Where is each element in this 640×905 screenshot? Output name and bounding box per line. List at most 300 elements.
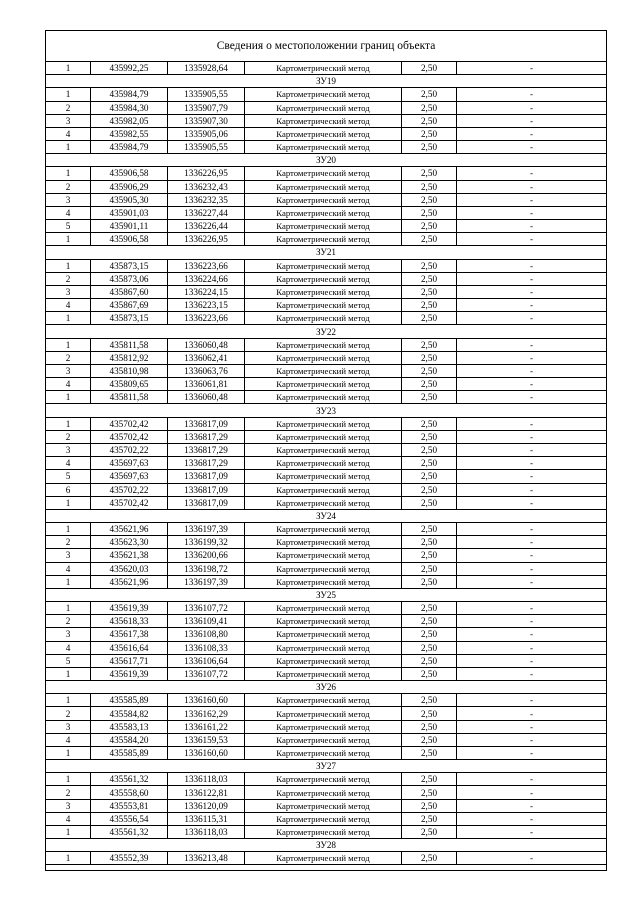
method-cell: Картометрический метод <box>245 443 402 456</box>
y-coordinate-cell: 1336223,15 <box>168 299 245 312</box>
y-coordinate-cell: 1336118,03 <box>168 773 245 786</box>
point-number-cell: 3 <box>46 720 91 733</box>
table-row <box>46 364 606 377</box>
x-coordinate-cell: 435584,82 <box>91 707 168 720</box>
description-cell: - <box>457 351 607 364</box>
y-coordinate-cell: 1336106,64 <box>168 654 245 667</box>
table-row <box>46 338 606 351</box>
x-coordinate-cell: 435697,63 <box>91 470 168 483</box>
description-cell: - <box>457 88 607 101</box>
table-row <box>46 233 606 246</box>
method-cell: Картометрический метод <box>245 272 402 285</box>
section-label: ЗУ26 <box>46 681 606 694</box>
method-cell: Картометрический метод <box>245 430 402 443</box>
y-coordinate-cell: 1336198,72 <box>168 562 245 575</box>
x-coordinate-cell: 435617,38 <box>91 628 168 641</box>
precision-cell: 2,50 <box>402 272 457 285</box>
y-coordinate-cell: 1336224,15 <box>168 285 245 298</box>
description-cell: - <box>457 470 607 483</box>
point-number-cell: 1 <box>46 259 91 272</box>
precision-cell: 2,50 <box>402 338 457 351</box>
precision-cell: 2,50 <box>402 549 457 562</box>
description-cell: - <box>457 272 607 285</box>
y-coordinate-cell: 1336115,31 <box>168 812 245 825</box>
point-number-cell: 1 <box>46 141 91 154</box>
point-number-cell: 3 <box>46 193 91 206</box>
x-coordinate-cell: 435702,22 <box>91 483 168 496</box>
method-cell: Картометрический метод <box>245 338 402 351</box>
description-cell: - <box>457 496 607 509</box>
point-number-cell: 1 <box>46 391 91 404</box>
x-coordinate-cell: 435901,03 <box>91 206 168 219</box>
table-row <box>46 628 606 641</box>
y-coordinate-cell: 1336817,29 <box>168 457 245 470</box>
x-coordinate-cell: 435561,32 <box>91 773 168 786</box>
point-number-cell: 5 <box>46 654 91 667</box>
method-cell: Картометрический метод <box>245 628 402 641</box>
point-number-cell: 1 <box>46 523 91 536</box>
table-row <box>46 707 606 720</box>
x-coordinate-cell: 435553,81 <box>91 799 168 812</box>
table-row <box>46 667 606 680</box>
x-coordinate-cell: 435702,42 <box>91 496 168 509</box>
point-number-cell: 4 <box>46 127 91 140</box>
precision-cell: 2,50 <box>402 193 457 206</box>
precision-cell: 2,50 <box>402 799 457 812</box>
y-coordinate-cell: 1336108,80 <box>168 628 245 641</box>
description-cell: - <box>457 312 607 325</box>
precision-cell: 2,50 <box>402 180 457 193</box>
boundary-coordinates-table <box>46 62 606 865</box>
y-coordinate-cell: 1336817,29 <box>168 430 245 443</box>
method-cell: Картометрический метод <box>245 167 402 180</box>
table-row <box>46 351 606 364</box>
table-row <box>46 272 606 285</box>
table-row <box>46 786 606 799</box>
method-cell: Картометрический метод <box>245 470 402 483</box>
method-cell: Картометрический метод <box>245 101 402 114</box>
x-coordinate-cell: 435982,55 <box>91 127 168 140</box>
section-row <box>46 404 606 417</box>
description-cell: - <box>457 299 607 312</box>
precision-cell: 2,50 <box>402 206 457 219</box>
x-coordinate-cell: 435905,30 <box>91 193 168 206</box>
precision-cell: 2,50 <box>402 602 457 615</box>
table-row <box>46 206 606 219</box>
y-coordinate-cell: 1336120,09 <box>168 799 245 812</box>
point-number-cell: 1 <box>46 233 91 246</box>
description-cell: - <box>457 812 607 825</box>
description-cell: - <box>457 628 607 641</box>
precision-cell: 2,50 <box>402 457 457 470</box>
x-coordinate-cell: 435621,38 <box>91 549 168 562</box>
description-cell: - <box>457 536 607 549</box>
point-number-cell: 1 <box>46 825 91 838</box>
section-label: ЗУ20 <box>46 154 606 167</box>
precision-cell: 2,50 <box>402 127 457 140</box>
y-coordinate-cell: 1336817,09 <box>168 483 245 496</box>
table-row <box>46 141 606 154</box>
description-cell: - <box>457 206 607 219</box>
precision-cell: 2,50 <box>402 694 457 707</box>
description-cell: - <box>457 62 607 75</box>
y-coordinate-cell: 1336223,66 <box>168 312 245 325</box>
y-coordinate-cell: 1335905,06 <box>168 127 245 140</box>
y-coordinate-cell: 1336817,29 <box>168 443 245 456</box>
method-cell: Картометрический метод <box>245 825 402 838</box>
y-coordinate-cell: 1336226,95 <box>168 233 245 246</box>
table-row <box>46 391 606 404</box>
precision-cell: 2,50 <box>402 285 457 298</box>
section-label: ЗУ22 <box>46 325 606 338</box>
x-coordinate-cell: 435982,05 <box>91 114 168 127</box>
point-number-cell: 1 <box>46 417 91 430</box>
method-cell: Картометрический метод <box>245 799 402 812</box>
x-coordinate-cell: 435621,96 <box>91 523 168 536</box>
x-coordinate-cell: 435619,39 <box>91 667 168 680</box>
point-number-cell: 2 <box>46 536 91 549</box>
table-row <box>46 430 606 443</box>
y-coordinate-cell: 1336063,76 <box>168 364 245 377</box>
precision-cell: 2,50 <box>402 812 457 825</box>
method-cell: Картометрический метод <box>245 180 402 193</box>
y-coordinate-cell: 1336817,09 <box>168 417 245 430</box>
table-row <box>46 88 606 101</box>
y-coordinate-cell: 1336197,39 <box>168 523 245 536</box>
y-coordinate-cell: 1336108,33 <box>168 641 245 654</box>
point-number-cell: 4 <box>46 733 91 746</box>
method-cell: Картометрический метод <box>245 127 402 140</box>
y-coordinate-cell: 1336223,66 <box>168 259 245 272</box>
section-row <box>46 839 606 852</box>
table-row <box>46 443 606 456</box>
description-cell: - <box>457 799 607 812</box>
method-cell: Картометрический метод <box>245 575 402 588</box>
description-cell: - <box>457 523 607 536</box>
precision-cell: 2,50 <box>402 575 457 588</box>
precision-cell: 2,50 <box>402 430 457 443</box>
table-row <box>46 575 606 588</box>
point-number-cell: 3 <box>46 285 91 298</box>
x-coordinate-cell: 435906,58 <box>91 233 168 246</box>
table-row <box>46 694 606 707</box>
precision-cell: 2,50 <box>402 720 457 733</box>
method-cell: Картометрический метод <box>245 615 402 628</box>
method-cell: Картометрический метод <box>245 641 402 654</box>
precision-cell: 2,50 <box>402 364 457 377</box>
y-coordinate-cell: 1336817,09 <box>168 470 245 483</box>
x-coordinate-cell: 435702,42 <box>91 417 168 430</box>
x-coordinate-cell: 435811,58 <box>91 338 168 351</box>
description-cell: - <box>457 338 607 351</box>
description-cell: - <box>457 193 607 206</box>
point-number-cell: 4 <box>46 378 91 391</box>
x-coordinate-cell: 435810,98 <box>91 364 168 377</box>
precision-cell: 2,50 <box>402 378 457 391</box>
x-coordinate-cell: 435809,65 <box>91 378 168 391</box>
precision-cell: 2,50 <box>402 312 457 325</box>
method-cell: Картометрический метод <box>245 707 402 720</box>
table-row <box>46 549 606 562</box>
description-cell: - <box>457 259 607 272</box>
precision-cell: 2,50 <box>402 220 457 233</box>
precision-cell: 2,50 <box>402 536 457 549</box>
precision-cell: 2,50 <box>402 523 457 536</box>
method-cell: Картометрический метод <box>245 733 402 746</box>
y-coordinate-cell: 1335907,79 <box>168 101 245 114</box>
method-cell: Картометрический метод <box>245 786 402 799</box>
y-coordinate-cell: 1335907,30 <box>168 114 245 127</box>
table-row <box>46 641 606 654</box>
x-coordinate-cell: 435873,15 <box>91 259 168 272</box>
method-cell: Картометрический метод <box>245 549 402 562</box>
description-cell: - <box>457 720 607 733</box>
precision-cell: 2,50 <box>402 167 457 180</box>
description-cell: - <box>457 549 607 562</box>
table-row <box>46 799 606 812</box>
precision-cell: 2,50 <box>402 88 457 101</box>
precision-cell: 2,50 <box>402 417 457 430</box>
method-cell: Картометрический метод <box>245 417 402 430</box>
description-cell: - <box>457 615 607 628</box>
description-cell: - <box>457 786 607 799</box>
precision-cell: 2,50 <box>402 141 457 154</box>
description-cell: - <box>457 391 607 404</box>
precision-cell: 2,50 <box>402 628 457 641</box>
description-cell: - <box>457 707 607 720</box>
method-cell: Картометрический метод <box>245 536 402 549</box>
point-number-cell: 2 <box>46 707 91 720</box>
description-cell: - <box>457 417 607 430</box>
table-row <box>46 733 606 746</box>
table-row <box>46 536 606 549</box>
method-cell: Картометрический метод <box>245 193 402 206</box>
description-cell: - <box>457 101 607 114</box>
y-coordinate-cell: 1336161,22 <box>168 720 245 733</box>
table-row <box>46 127 606 140</box>
x-coordinate-cell: 435583,13 <box>91 720 168 733</box>
description-cell: - <box>457 562 607 575</box>
description-cell: - <box>457 773 607 786</box>
point-number-cell: 3 <box>46 443 91 456</box>
x-coordinate-cell: 435585,89 <box>91 694 168 707</box>
point-number-cell: 5 <box>46 220 91 233</box>
x-coordinate-cell: 435811,58 <box>91 391 168 404</box>
description-cell: - <box>457 733 607 746</box>
point-number-cell: 1 <box>46 667 91 680</box>
x-coordinate-cell: 435620,03 <box>91 562 168 575</box>
precision-cell: 2,50 <box>402 114 457 127</box>
x-coordinate-cell: 435556,54 <box>91 812 168 825</box>
table-row <box>46 193 606 206</box>
precision-cell: 2,50 <box>402 562 457 575</box>
method-cell: Картометрический метод <box>245 773 402 786</box>
x-coordinate-cell: 435617,71 <box>91 654 168 667</box>
precision-cell: 2,50 <box>402 299 457 312</box>
y-coordinate-cell: 1336159,53 <box>168 733 245 746</box>
precision-cell: 2,50 <box>402 351 457 364</box>
point-number-cell: 1 <box>46 773 91 786</box>
method-cell: Картометрический метод <box>245 720 402 733</box>
table-row <box>46 470 606 483</box>
description-cell: - <box>457 602 607 615</box>
precision-cell: 2,50 <box>402 615 457 628</box>
table-row <box>46 602 606 615</box>
method-cell: Картометрический метод <box>245 852 402 865</box>
y-coordinate-cell: 1336200,66 <box>168 549 245 562</box>
method-cell: Картометрический метод <box>245 312 402 325</box>
x-coordinate-cell: 435984,79 <box>91 141 168 154</box>
table-body <box>46 62 606 865</box>
table-row <box>46 285 606 298</box>
y-coordinate-cell: 1336122,81 <box>168 786 245 799</box>
description-cell: - <box>457 746 607 759</box>
point-number-cell: 3 <box>46 799 91 812</box>
section-label: ЗУ23 <box>46 404 606 417</box>
precision-cell: 2,50 <box>402 62 457 75</box>
section-label: ЗУ27 <box>46 760 606 773</box>
description-cell: - <box>457 127 607 140</box>
table-row <box>46 615 606 628</box>
precision-cell: 2,50 <box>402 391 457 404</box>
description-cell: - <box>457 378 607 391</box>
y-coordinate-cell: 1336199,32 <box>168 536 245 549</box>
x-coordinate-cell: 435585,89 <box>91 746 168 759</box>
method-cell: Картометрический метод <box>245 259 402 272</box>
table-row <box>46 720 606 733</box>
precision-cell: 2,50 <box>402 786 457 799</box>
x-coordinate-cell: 435618,33 <box>91 615 168 628</box>
section-label: ЗУ24 <box>46 509 606 522</box>
point-number-cell: 3 <box>46 114 91 127</box>
table-row <box>46 812 606 825</box>
y-coordinate-cell: 1336226,95 <box>168 167 245 180</box>
method-cell: Картометрический метод <box>245 299 402 312</box>
method-cell: Картометрический метод <box>245 220 402 233</box>
description-cell: - <box>457 364 607 377</box>
y-coordinate-cell: 1336060,48 <box>168 338 245 351</box>
table-row <box>46 523 606 536</box>
table-row <box>46 417 606 430</box>
point-number-cell: 1 <box>46 694 91 707</box>
point-number-cell: 2 <box>46 101 91 114</box>
precision-cell: 2,50 <box>402 259 457 272</box>
section-row <box>46 509 606 522</box>
point-number-cell: 2 <box>46 272 91 285</box>
y-coordinate-cell: 1336160,60 <box>168 746 245 759</box>
precision-cell: 2,50 <box>402 496 457 509</box>
table-row <box>46 378 606 391</box>
x-coordinate-cell: 435616,64 <box>91 641 168 654</box>
y-coordinate-cell: 1336226,44 <box>168 220 245 233</box>
x-coordinate-cell: 435697,63 <box>91 457 168 470</box>
point-number-cell: 1 <box>46 575 91 588</box>
point-number-cell: 1 <box>46 852 91 865</box>
precision-cell: 2,50 <box>402 667 457 680</box>
precision-cell: 2,50 <box>402 233 457 246</box>
section-label: ЗУ19 <box>46 75 606 88</box>
x-coordinate-cell: 435619,39 <box>91 602 168 615</box>
description-cell: - <box>457 852 607 865</box>
y-coordinate-cell: 1335905,55 <box>168 88 245 101</box>
precision-cell: 2,50 <box>402 483 457 496</box>
x-coordinate-cell: 435906,58 <box>91 167 168 180</box>
x-coordinate-cell: 435552,39 <box>91 852 168 865</box>
x-coordinate-cell: 435984,30 <box>91 101 168 114</box>
section-label: ЗУ21 <box>46 246 606 259</box>
point-number-cell: 5 <box>46 470 91 483</box>
method-cell: Картометрический метод <box>245 746 402 759</box>
method-cell: Картометрический метод <box>245 378 402 391</box>
table-row <box>46 167 606 180</box>
point-number-cell: 4 <box>46 812 91 825</box>
precision-cell: 2,50 <box>402 470 457 483</box>
method-cell: Картометрический метод <box>245 233 402 246</box>
x-coordinate-cell: 435621,96 <box>91 575 168 588</box>
x-coordinate-cell: 435584,20 <box>91 733 168 746</box>
y-coordinate-cell: 1335928,64 <box>168 62 245 75</box>
precision-cell: 2,50 <box>402 654 457 667</box>
y-coordinate-cell: 1336232,43 <box>168 180 245 193</box>
section-row <box>46 75 606 88</box>
section-label: ЗУ28 <box>46 839 606 852</box>
x-coordinate-cell: 435867,60 <box>91 285 168 298</box>
method-cell: Картометрический метод <box>245 114 402 127</box>
section-row <box>46 154 606 167</box>
description-cell: - <box>457 654 607 667</box>
method-cell: Картометрический метод <box>245 483 402 496</box>
table-title: Сведения о местоположении границ объекта <box>46 31 606 62</box>
point-number-cell: 2 <box>46 615 91 628</box>
table-row <box>46 483 606 496</box>
y-coordinate-cell: 1336162,29 <box>168 707 245 720</box>
section-label: ЗУ25 <box>46 588 606 601</box>
section-row <box>46 681 606 694</box>
x-coordinate-cell: 435906,29 <box>91 180 168 193</box>
method-cell: Картометрический метод <box>245 694 402 707</box>
description-cell: - <box>457 180 607 193</box>
table-row <box>46 312 606 325</box>
x-coordinate-cell: 435702,42 <box>91 430 168 443</box>
document-frame <box>45 30 607 871</box>
section-row <box>46 325 606 338</box>
method-cell: Картометрический метод <box>245 62 402 75</box>
y-coordinate-cell: 1336197,39 <box>168 575 245 588</box>
table-row <box>46 62 606 75</box>
method-cell: Картометрический метод <box>245 364 402 377</box>
point-number-cell: 4 <box>46 457 91 470</box>
description-cell: - <box>457 443 607 456</box>
description-cell: - <box>457 114 607 127</box>
point-number-cell: 2 <box>46 180 91 193</box>
description-cell: - <box>457 457 607 470</box>
point-number-cell: 2 <box>46 430 91 443</box>
table-row <box>46 101 606 114</box>
point-number-cell: 1 <box>46 88 91 101</box>
point-number-cell: 1 <box>46 62 91 75</box>
description-cell: - <box>457 694 607 707</box>
y-coordinate-cell: 1336107,72 <box>168 667 245 680</box>
description-cell: - <box>457 575 607 588</box>
point-number-cell: 4 <box>46 641 91 654</box>
description-cell: - <box>457 220 607 233</box>
x-coordinate-cell: 435873,06 <box>91 272 168 285</box>
x-coordinate-cell: 435873,15 <box>91 312 168 325</box>
y-coordinate-cell: 1336107,72 <box>168 602 245 615</box>
method-cell: Картометрический метод <box>245 88 402 101</box>
precision-cell: 2,50 <box>402 443 457 456</box>
y-coordinate-cell: 1335905,55 <box>168 141 245 154</box>
